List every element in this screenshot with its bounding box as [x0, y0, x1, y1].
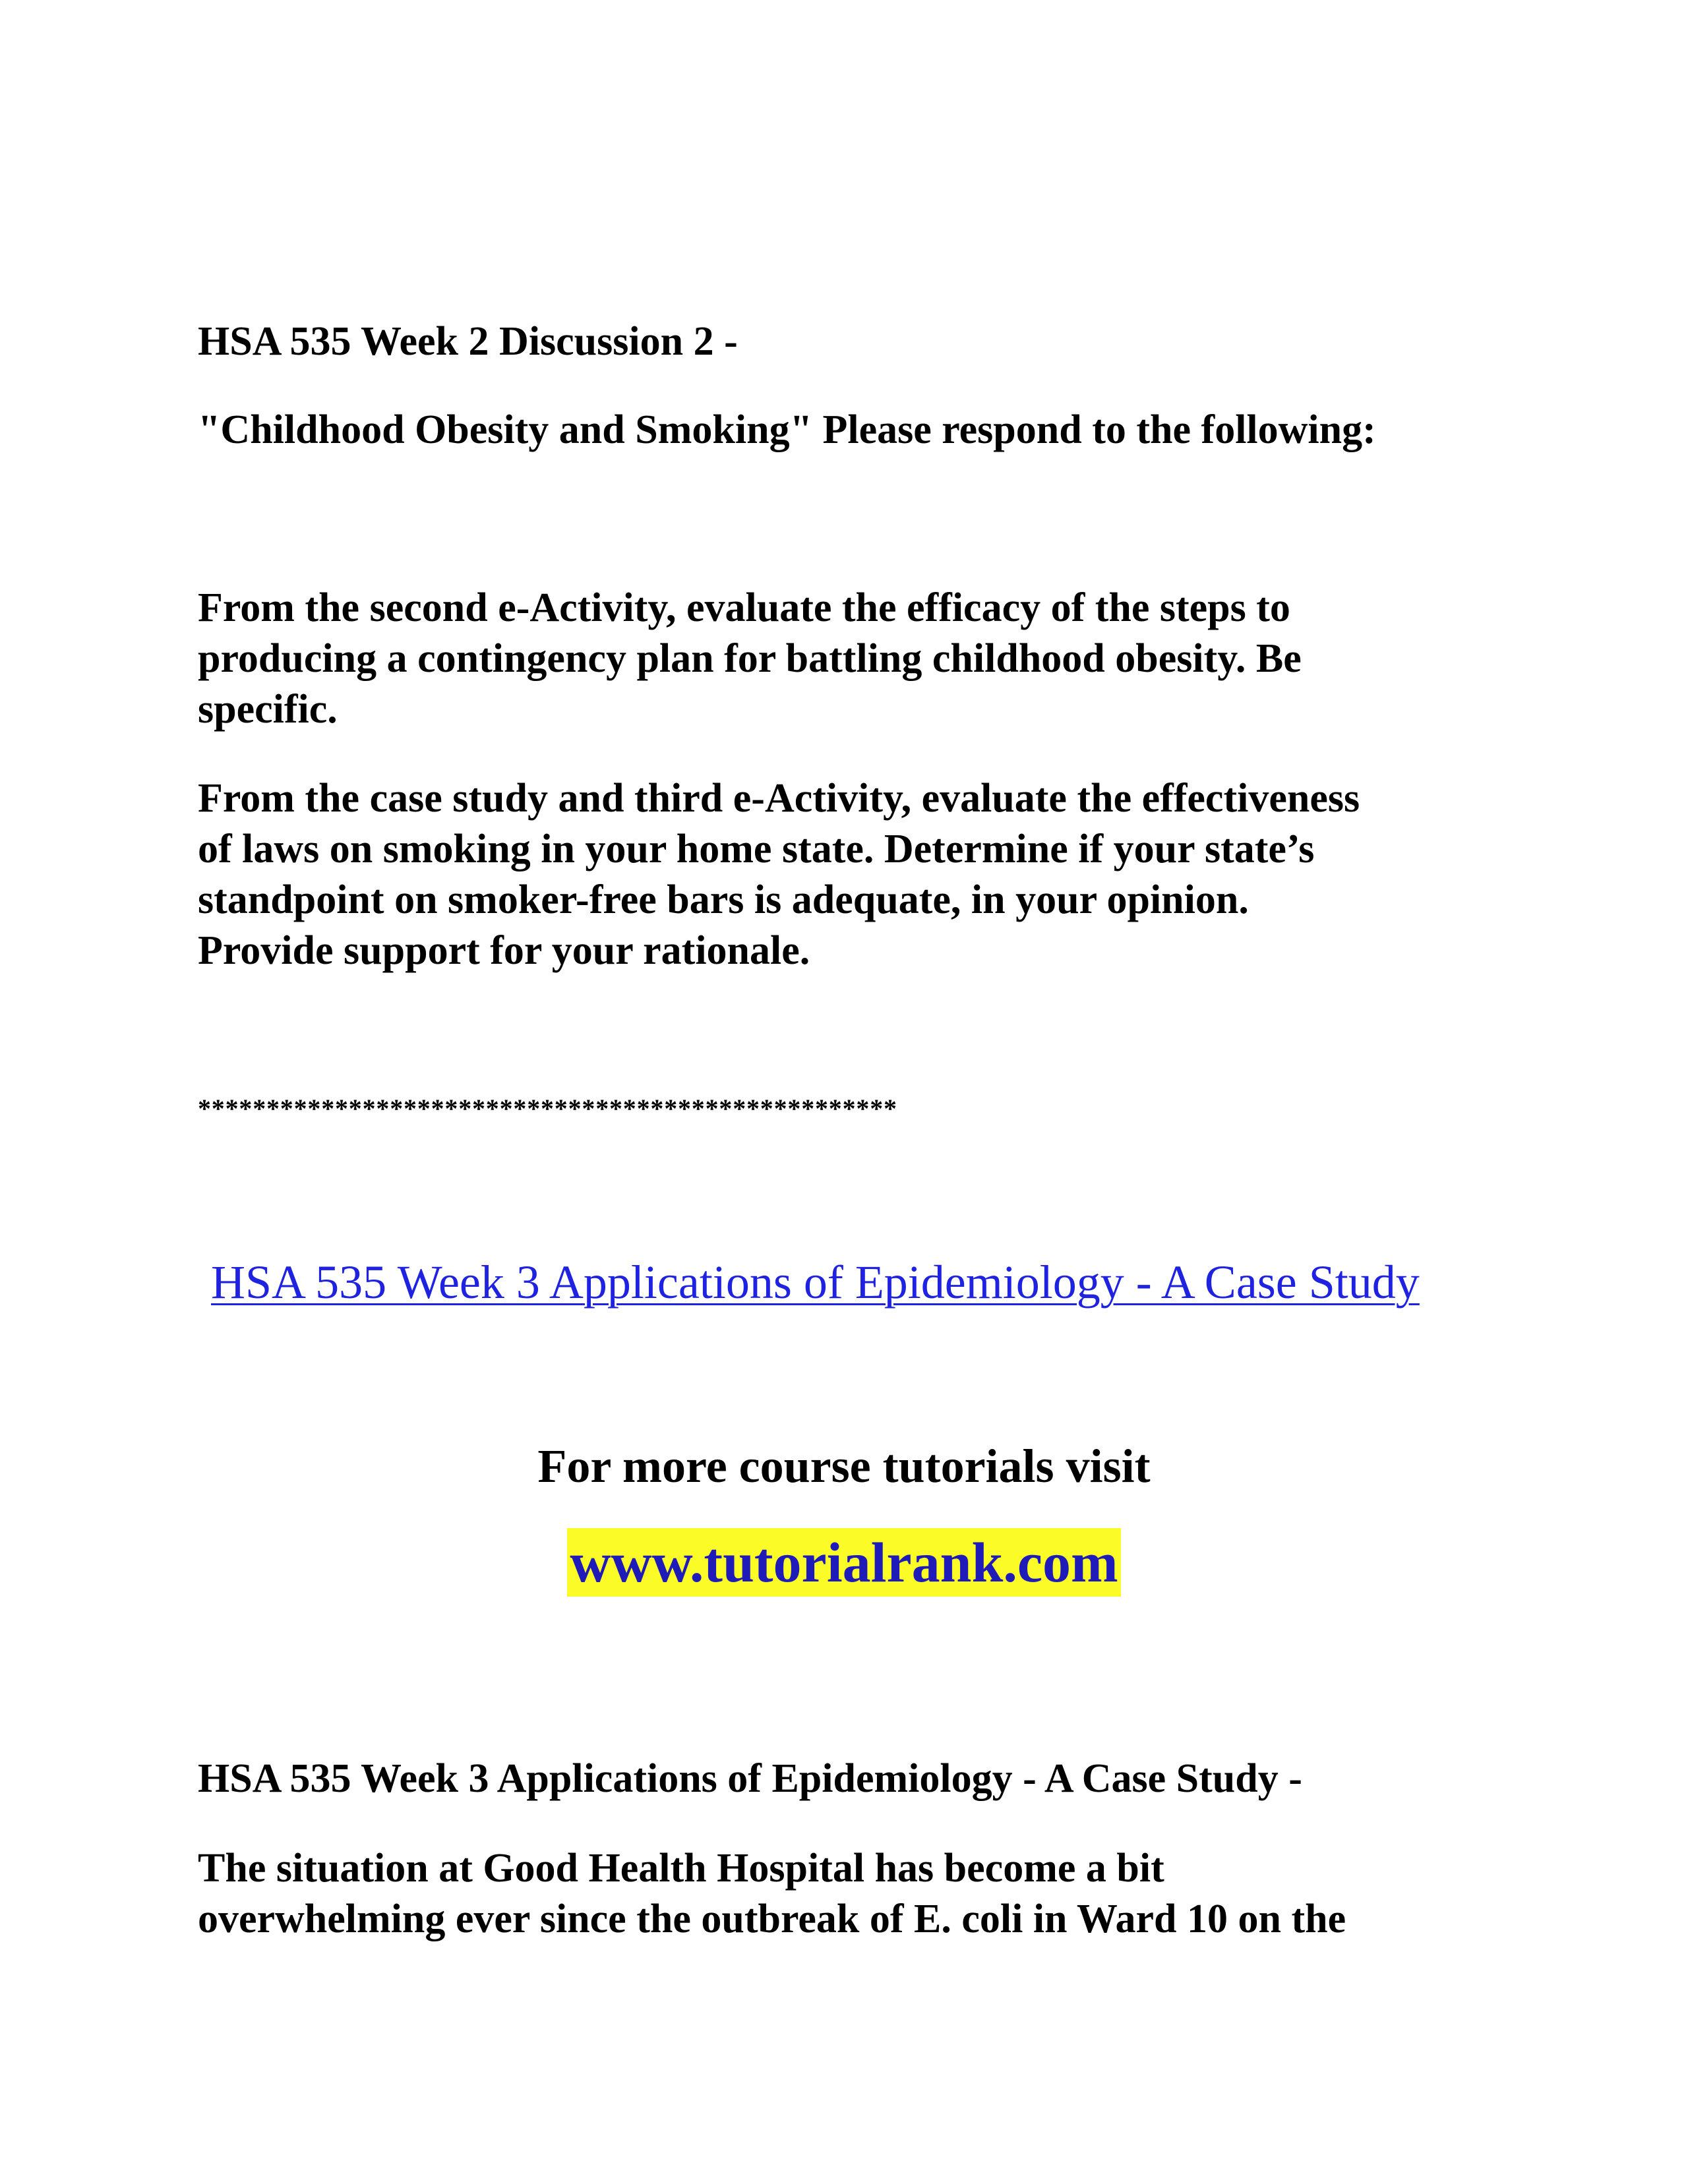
tutorialrank-site-link[interactable]: www.tutorialrank.com	[567, 1528, 1120, 1597]
question-smoking	[198, 773, 1360, 976]
case-study-intro-line: overwhelming ever since the outbreak of E. coli in Ward 10 on the	[198, 1897, 1346, 1941]
case-study-intro-line: The situation at Good Health Hospital has become a bit	[198, 1846, 1164, 1891]
question-obesity-line: producing a contingency plan for battling childhood obesity. Be	[198, 636, 1302, 681]
promo-site-wrapper	[0, 1528, 1688, 1597]
discussion-prompt: "Childhood Obesity and Smoking" Please respond to the following:	[198, 407, 1376, 452]
discussion-heading: HSA 535 Week 2 Discussion 2 -	[198, 319, 738, 364]
case-study-intro	[198, 1843, 1346, 1945]
week3-case-study-link[interactable]: HSA 535 Week 3 Applications of Epidemiology - A Case Study	[211, 1256, 1420, 1309]
question-smoking-line: of laws on smoking in your home state. Determine if your state’s	[198, 827, 1315, 871]
question-obesity-line: specific.	[198, 687, 338, 732]
case-study-heading: HSA 535 Week 3 Applications of Epidemiology - A Case Study -	[198, 1756, 1302, 1801]
promo-text: For more course tutorials visit	[537, 1440, 1151, 1492]
question-obesity	[198, 583, 1302, 735]
question-smoking-line: From the case study and third e-Activity, evaluate the effectiveness	[198, 776, 1360, 821]
asterisk-separator: ***************************************************	[198, 1094, 897, 1123]
question-smoking-line: standpoint on smoker-free bars is adequate, in your opinion.	[198, 877, 1249, 922]
question-obesity-line: From the second e-Activity, evaluate the efficacy of the steps to	[198, 585, 1290, 630]
question-smoking-line: Provide support for your rationale.	[198, 928, 810, 973]
